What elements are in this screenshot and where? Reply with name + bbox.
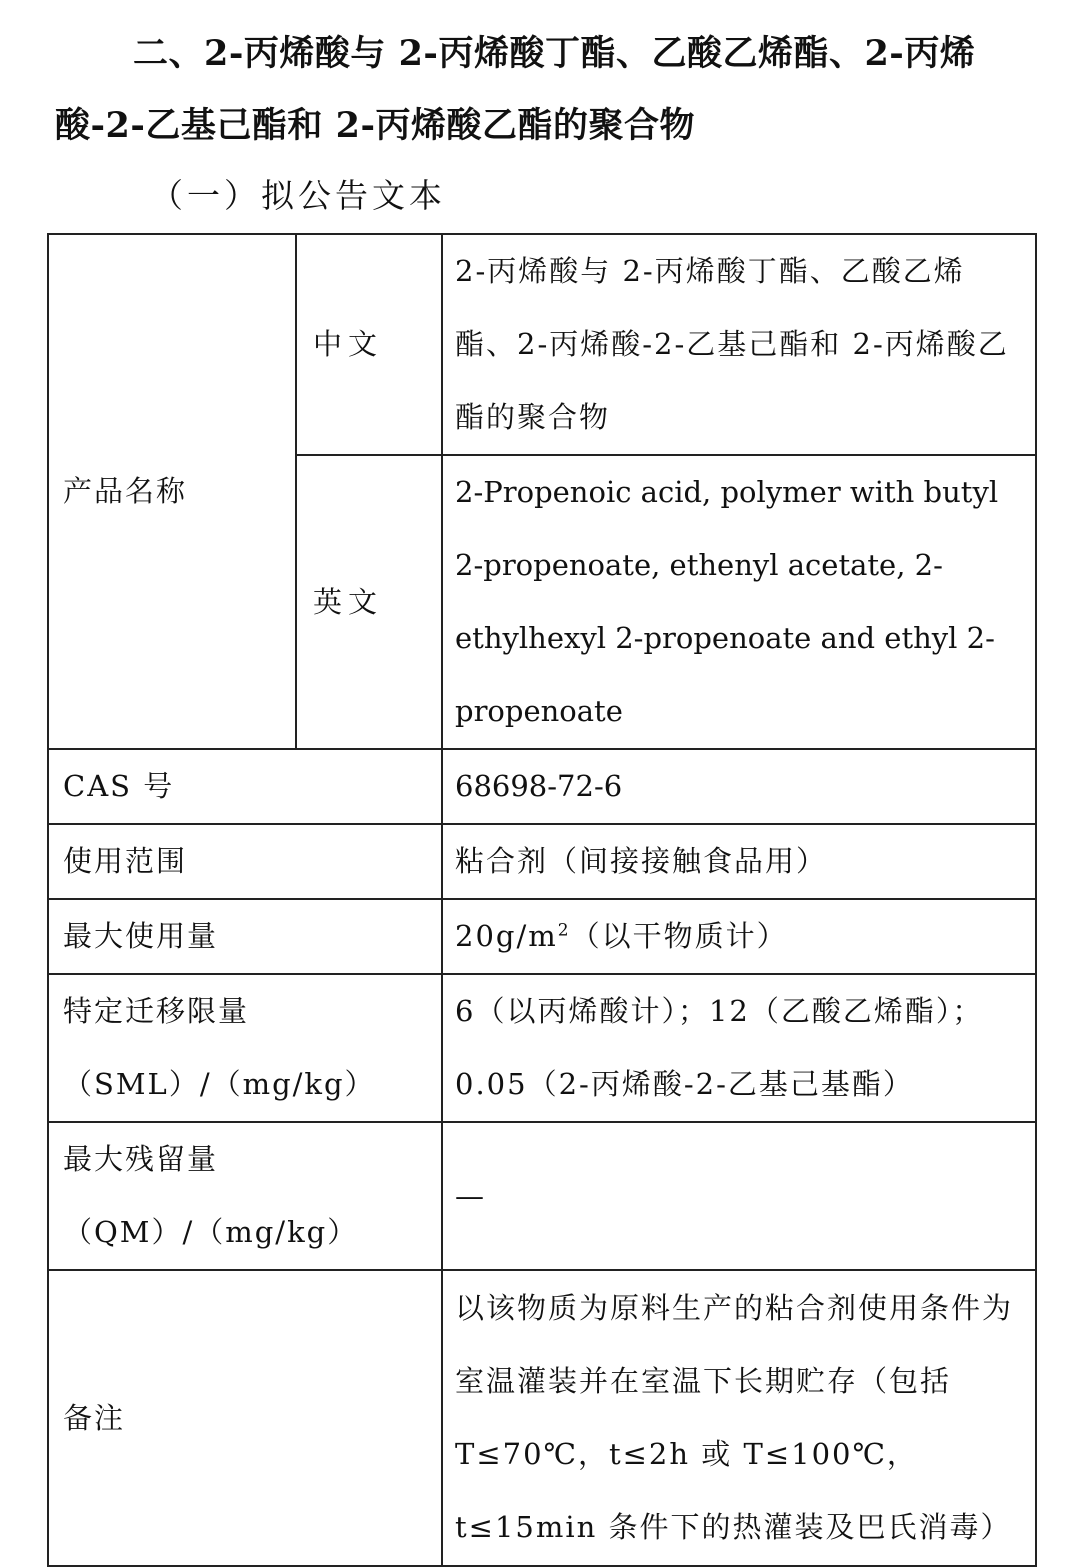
table-row-cas <box>48 749 1036 824</box>
english-label: 英文 <box>296 455 442 749</box>
remarks-value: 以该物质为原料生产的粘合剂使用条件为室温灌装并在室温下长期贮存（包括 T≤70℃，t≤2h 或 T≤100℃，t≤15min 条件下的热灌装及巴氏消毒） <box>442 1270 1036 1566</box>
spec-table <box>47 233 1037 1567</box>
product-name-label: 产品名称 <box>48 234 296 749</box>
sml-value <box>442 974 1036 1122</box>
usage-scope-value: 粘合剂（间接接触食品用） <box>442 824 1036 899</box>
table-row-usage-scope <box>48 824 1036 899</box>
cas-label: CAS 号 <box>48 749 442 824</box>
qm-label <box>48 1122 442 1270</box>
sml-value-line2: 0.05（2-丙烯酸-2-乙基己基酯） <box>455 1067 914 1101</box>
qm-label-line2: （QM）/（mg/kg） <box>63 1215 359 1249</box>
english-name-value: 2-Propenoic acid, polymer with butyl 2-propenoate, ethenyl acetate, 2-ethylhexyl 2-propenoate and ethyl 2-propenoate <box>442 455 1036 749</box>
usage-scope-label: 使用范围 <box>48 824 442 899</box>
max-usage-amount: 20g/m <box>455 919 558 953</box>
qm-value: — <box>442 1122 1036 1270</box>
table-row-qm <box>48 1122 1036 1270</box>
cas-value: 68698-72-6 <box>442 749 1036 824</box>
remarks-label: 备注 <box>48 1270 442 1566</box>
chinese-label: 中文 <box>296 234 442 455</box>
qm-label-line1: 最大残留量 <box>63 1142 219 1176</box>
max-usage-value <box>442 899 1036 974</box>
section-subheading: （一）拟公告文本 <box>150 176 446 215</box>
max-usage-label: 最大使用量 <box>48 899 442 974</box>
table-row-remarks <box>48 1270 1036 1566</box>
table-row-product-chinese <box>48 234 1036 455</box>
sml-label-line1: 特定迁移限量 <box>63 994 250 1028</box>
chinese-name-value: 2-丙烯酸与 2-丙烯酸丁酯、乙酸乙烯酯、2-丙烯酸-2-乙基己酯和 2-丙烯酸乙酯的聚合物 <box>442 234 1036 455</box>
sml-value-line1: 6（以丙烯酸计）；12（乙酸乙烯酯）； <box>455 994 984 1028</box>
table-row-sml <box>48 974 1036 1122</box>
sml-label-line2: （SML）/（mg/kg） <box>63 1067 376 1101</box>
table-row-max-usage <box>48 899 1036 974</box>
sml-label <box>48 974 442 1122</box>
max-usage-exponent: 2 <box>557 920 571 941</box>
max-usage-note: （以干物质计） <box>570 919 788 953</box>
document-heading: 二、2-丙烯酸与 2-丙烯酸丁酯、乙酸乙烯酯、2-丙烯酸-2-乙基己酯和 2-丙烯酸乙酯的聚合物 <box>55 33 976 146</box>
